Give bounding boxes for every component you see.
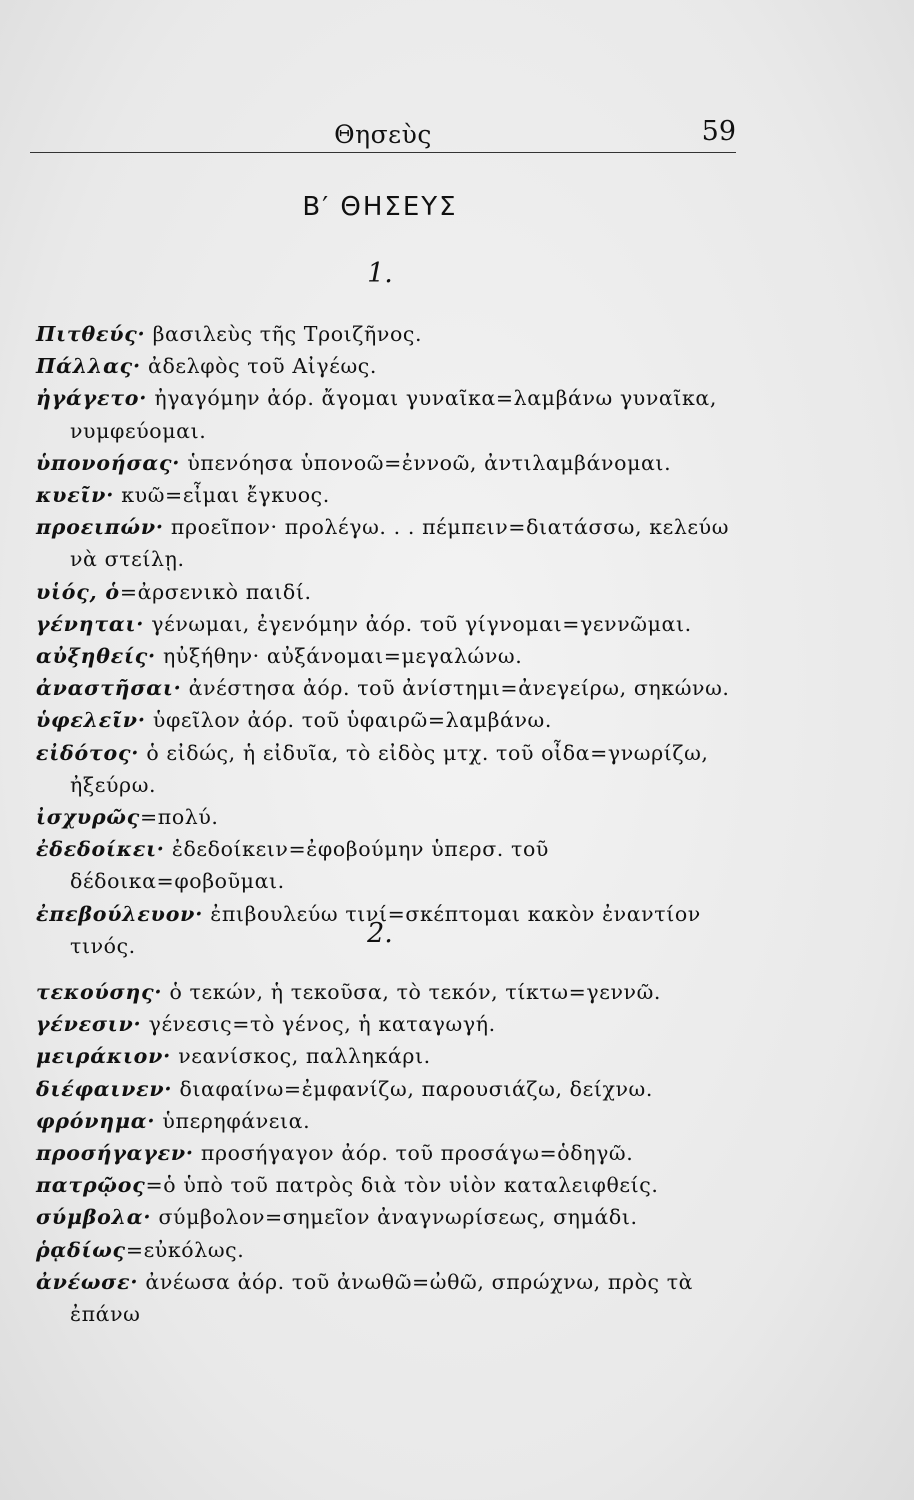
glossary-definition: ἐδεδοίκειν=ἐφοβούμην ὑπερσ. τοῦ δέδοικα=φοβοῦμαι.: [70, 837, 549, 894]
section-number: 1.: [367, 258, 393, 289]
glossary-term: ἠγάγετο·: [36, 386, 148, 411]
page-header: [30, 112, 736, 153]
glossary-term: τεκούσης·: [36, 980, 163, 1004]
glossary-definition: γένωμαι, ἐγενόμην ἀόρ. τοῦ γίγνομαι=γεννῶμαι.: [144, 611, 692, 636]
glossary-definition: νεανίσκος, παλληκάρι.: [171, 1044, 431, 1069]
glossary-section-2: [36, 976, 742, 1330]
glossary-entry: [36, 447, 742, 479]
glossary-entry: [36, 576, 742, 608]
glossary-entry: [36, 1169, 742, 1201]
glossary-definition: =πολύ.: [139, 805, 219, 830]
glossary-entry: [36, 382, 742, 446]
glossary-definition: προσήγαγον ἀόρ. τοῦ προσάγω=ὁδηγῶ.: [193, 1141, 634, 1166]
glossary-term: ἐδεδοίκει·: [36, 837, 165, 862]
glossary-term: προειπών·: [36, 515, 164, 540]
glossary-term: αὐξηθείς·: [36, 644, 156, 669]
glossary-definition: ἀνέωσα ἀόρ. τοῦ ἀνωθῶ=ὠθῶ, σπρώχνω, πρὸς τὰ ἐπάνω: [70, 1269, 694, 1327]
glossary-term: Πιτθεύς·: [36, 322, 146, 346]
section-number: 2.: [367, 918, 393, 949]
glossary-term: πατρῷος: [36, 1173, 146, 1198]
glossary-entry: [36, 976, 742, 1008]
glossary-term: ὑφελεῖν·: [36, 708, 146, 733]
glossary-definition: ἀνέστησα ἀόρ. τοῦ ἀνίστημι=ἀνεγείρω, σηκώνω.: [181, 676, 730, 701]
glossary-entry: [36, 1008, 742, 1040]
chapter-title: Β′ ΘΗΣΕΥΣ: [302, 192, 458, 222]
glossary-term: ῥᾳδίως: [36, 1237, 126, 1262]
glossary-entry: [36, 737, 742, 801]
glossary-definition: διαφαίνω=ἐμφανίζω, παρουσιάζω, δείχνω.: [172, 1076, 653, 1101]
glossary-definition: ηὐξήθην· αὐξάνομαι=μεγαλώνω.: [155, 644, 523, 669]
glossary-term: φρόνημα·: [36, 1108, 156, 1133]
glossary-entry: [36, 350, 742, 382]
glossary-definition: =ὁ ὑπὸ τοῦ πατρὸς διὰ τὸν υἱὸν καταλειφθείς.: [145, 1173, 659, 1198]
glossary-entry: [36, 511, 742, 575]
glossary-term: εἰδότος·: [36, 740, 140, 765]
glossary-term: μειράκιον·: [36, 1044, 172, 1069]
glossary-definition: σύμβολον=σημεῖον ἀναγνωρίσεως, σημάδι.: [151, 1205, 638, 1230]
glossary-entry: [36, 1073, 742, 1105]
glossary-definition: ὑφεῖλον ἀόρ. τοῦ ὑφαιρῶ=λαμβάνω.: [145, 708, 552, 733]
glossary-term: διέφαινεν·: [36, 1076, 173, 1101]
glossary-entry: [36, 672, 742, 704]
glossary-definition: ἀδελφὸς τοῦ Αἰγέως.: [140, 354, 377, 379]
glossary-term: προσήγαγεν·: [36, 1141, 194, 1166]
glossary-entry: [36, 1266, 742, 1330]
glossary-term: ἀναστῆσαι·: [36, 676, 182, 701]
glossary-entry: [36, 640, 742, 672]
glossary-definition: ὁ εἰδώς, ἡ εἰδυῖα, τὸ εἰδὸς μτχ. τοῦ οἶδα=γνωρίζω, ἠξεύρω.: [70, 740, 709, 797]
glossary-entry: [36, 1040, 742, 1072]
glossary-term: ἀνέωσε·: [36, 1269, 139, 1294]
glossary-definition: κυῶ=εἶμαι ἔγκυος.: [114, 483, 330, 508]
glossary-definition: ὁ τεκών, ἡ τεκοῦσα, τὸ τεκόν, τίκτω=γεννῶ.: [162, 980, 662, 1004]
page-number: 59: [701, 116, 736, 147]
glossary-entry: [36, 318, 742, 350]
glossary-term: ὑπονοήσας·: [36, 450, 181, 475]
glossary-entry: [36, 1234, 742, 1266]
glossary-definition: ἐπιβουλεύω τινί=σκέπτομαι κακὸν ἐναντίον τινός.: [70, 901, 701, 958]
glossary-term: υἱός, ὁ: [36, 579, 120, 604]
glossary-definition: προεῖπον· προλέγω. . . πέμπειν=διατάσσω, κελεύω νὰ στείλῃ.: [70, 515, 730, 572]
glossary-entry: [36, 833, 742, 897]
glossary-term: ἐπεβούλευον·: [36, 901, 204, 926]
glossary-entry: [36, 801, 742, 833]
glossary-term: γένηται·: [36, 611, 145, 636]
glossary-entry: [36, 1137, 742, 1169]
glossary-term: κυεῖν·: [36, 483, 115, 508]
glossary-definition: =ἀρσενικὸ παιδί.: [119, 579, 312, 604]
glossary-definition: ὑπερηφάνεια.: [155, 1108, 311, 1133]
glossary-definition: ἠγαγόμην ἀόρ. ἄγομαι γυναῖκα=λαμβάνω γυναῖκα, νυμφεύομαι.: [70, 386, 717, 443]
glossary-entry: [36, 479, 742, 511]
glossary-section-1: [36, 318, 742, 962]
glossary-definition: =εὐκόλως.: [125, 1237, 245, 1262]
glossary-term: σύμβολα·: [36, 1205, 152, 1230]
glossary-term: Πάλλας·: [36, 354, 141, 379]
glossary-entry: [36, 1201, 742, 1233]
glossary-definition: βασιλεὺς τῆς Τροιζῆνος.: [145, 322, 423, 346]
running-title: Θησεὺς: [334, 120, 432, 149]
glossary-definition: ὑπενόησα ὑπονοῶ=ἐννοῶ, ἀντιλαμβάνομαι.: [180, 450, 672, 475]
glossary-entry: [36, 1105, 742, 1137]
glossary-term: γένεσιν·: [36, 1012, 142, 1037]
glossary-entry: [36, 704, 742, 736]
glossary-term: ἰσχυρῶς: [36, 805, 140, 830]
glossary-definition: γένεσις=τὸ γένος, ἡ καταγωγή.: [141, 1012, 496, 1037]
glossary-entry: [36, 608, 742, 640]
